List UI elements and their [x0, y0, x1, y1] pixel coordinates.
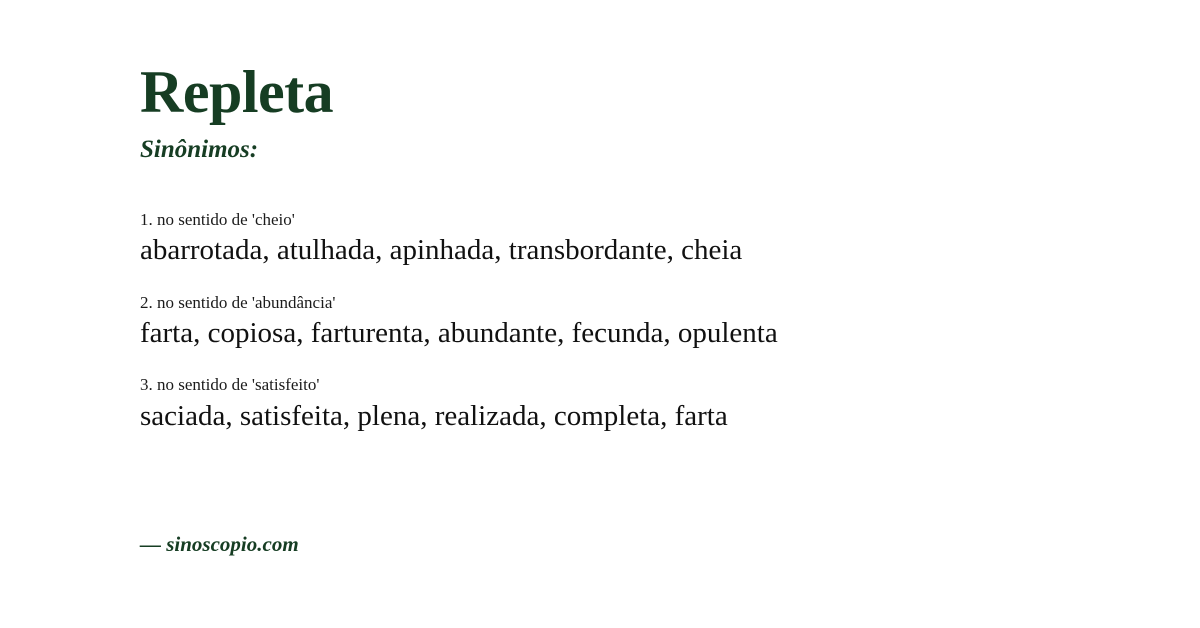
section-label-synonyms: Sinônimos: [140, 136, 259, 163]
sense-entry [140, 375, 1060, 434]
page-title: Repleta [140, 59, 334, 125]
sense-label: 1. no sentido de 'cheio' [140, 210, 295, 229]
sense-label: 2. no sentido de 'abundância' [140, 292, 336, 312]
sense-synonyms: saciada, satisfeita, plena, realizada, completa, farta [140, 399, 728, 432]
source-credit: — sinoscopio.com [140, 532, 299, 556]
sense-synonyms: farta, copiosa, farturenta, abundante, fecunda, opulenta [140, 317, 778, 350]
sense-entry [140, 210, 1060, 269]
sense-entry [140, 293, 1060, 352]
sense-list [140, 210, 1060, 434]
sense-synonyms: abarrotada, atulhada, apinhada, transbordante, cheia [140, 234, 743, 267]
sense-label: 3. no sentido de 'satisfeito' [140, 375, 320, 395]
